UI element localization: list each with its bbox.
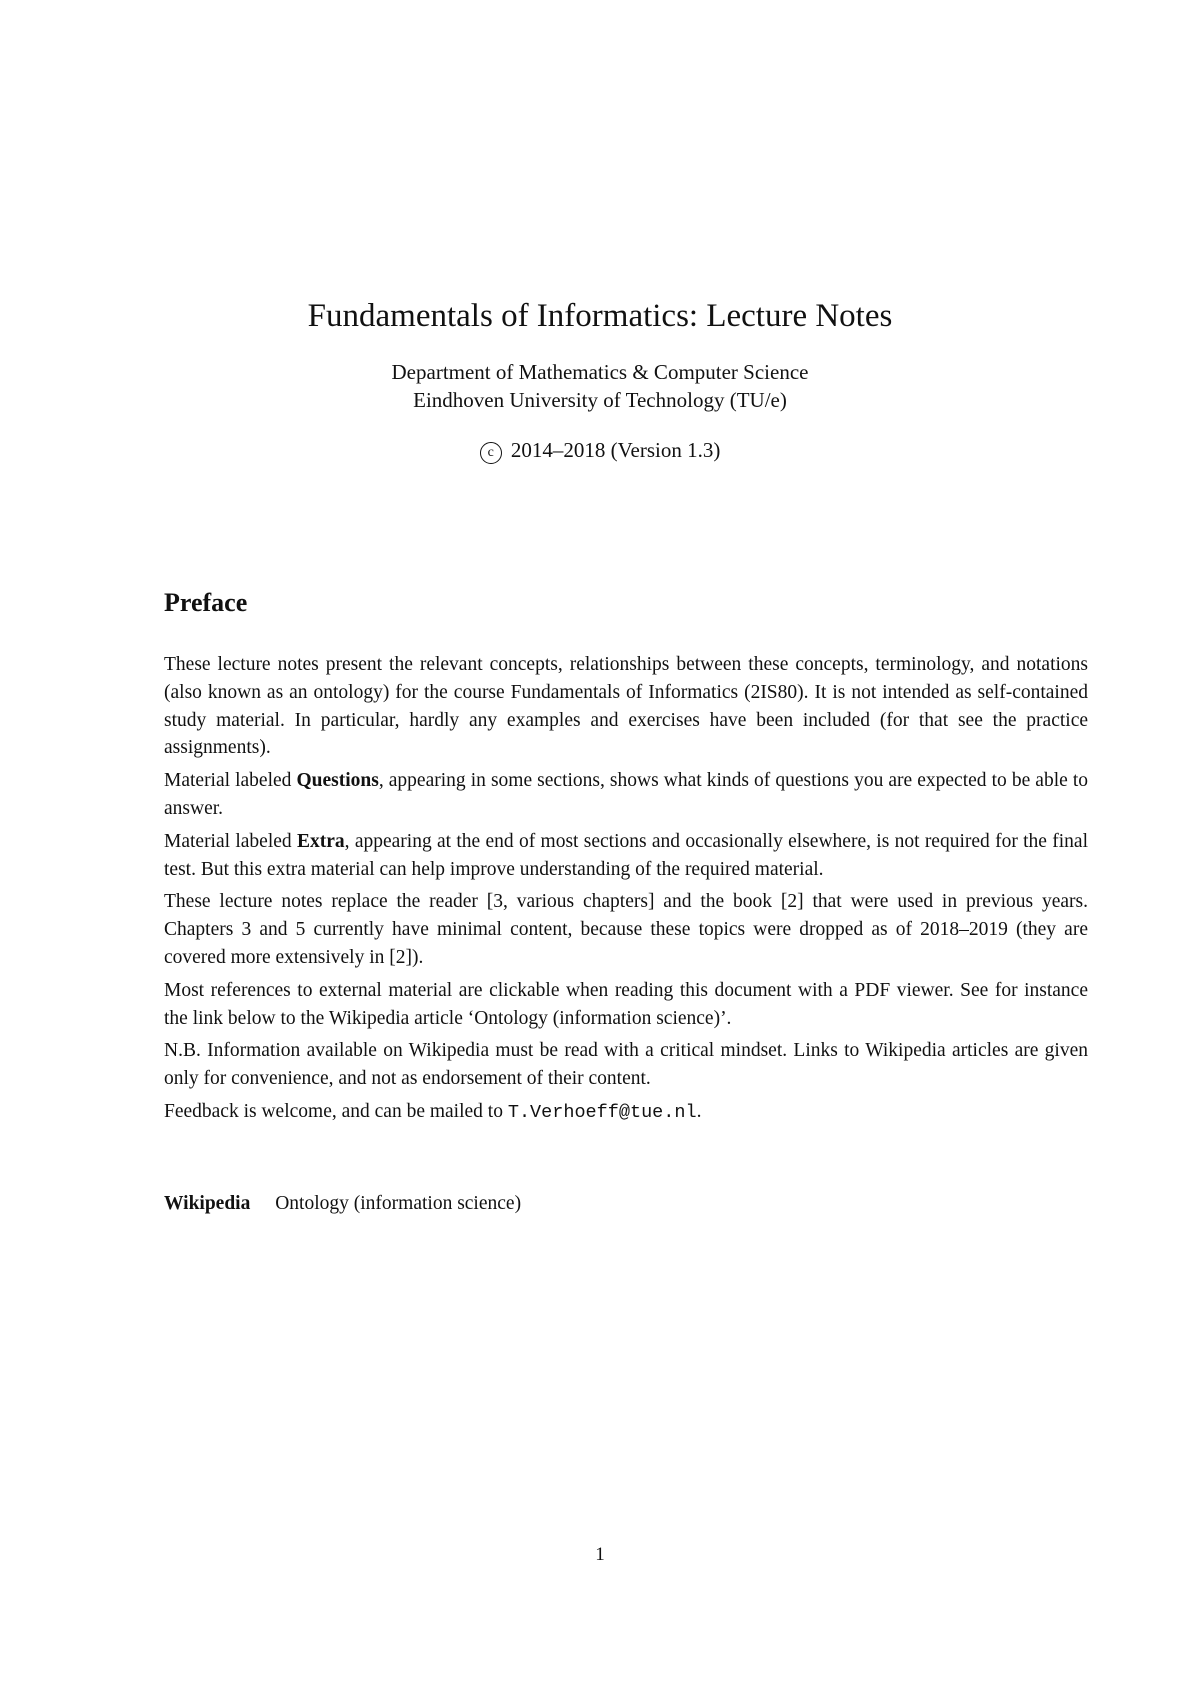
affiliation [0,358,1200,414]
p7-text-before: Feedback is welcome, and can be mailed to [164,1100,508,1122]
department-line: Department of Mathematics & Computer Science [391,360,809,384]
title-block [0,296,1200,464]
preface-paragraph-4: These lecture notes replace the reader [3, various chapters] and the book [2] that were used in previous years. Chapters 3 and 5 currently have minimal content, because these topics were dropped as of 2018–2019 (they are covered more extensively in [2]). [164,891,1088,968]
extra-label: Extra [296,830,345,852]
email-link[interactable]: T.Verhoeff@tue.nl [507,1101,697,1123]
p7-text-after: . [696,1100,702,1122]
copyright-line [0,436,1200,464]
p2-text-before: Material labeled [164,770,297,792]
p3-text-after: , appearing at the end of most sections and occasionally elsewhere, is not required for the final test. But this extra material can help improve understanding of the required material. [164,830,1089,880]
university-line: Eindhoven University of Technology (TU/e) [413,388,787,412]
preface-paragraph-6: N.B. Information available on Wikipedia must be read with a critical mindset. Links to Wikipedia articles are given only for convenience, and not as endorsement of their content. [164,1040,1088,1090]
wikipedia-reference [164,1190,521,1218]
preface-paragraph-5: Most references to external material are clickable when reading this document with a PDF viewer. See for instance the link below to the Wikipedia article ‘Ontology (information science)’. [164,979,1088,1029]
preface-paragraph-1: These lecture notes present the relevant concepts, relationships between these concepts, terminology, and notations (also known as an ontology) for the course Fundamentals of Informatics (2IS80). It is not intended as self-contained study material. In particular, hardly any examples and exercises have been included (for that see the practice assignments). [164,654,1088,759]
wikipedia-label: Wikipedia [164,1193,251,1214]
preface-paragraph-3 [164,828,1088,884]
preface-paragraph-7 [164,1098,1088,1127]
copyright-icon: c [480,442,502,464]
questions-label: Questions [296,770,379,792]
preface-heading: Preface [164,588,248,617]
p2-text-after: , appearing in some sections, shows what kinds of questions you are expected to be able to answer. [164,770,1089,819]
p3-text-before: Material labeled [164,830,297,852]
preface-paragraph-2 [164,767,1088,823]
page-number: 1 [595,1544,605,1565]
copyright-text: 2014–2018 (Version 1.3) [510,438,721,462]
preface-body [164,651,1088,1132]
document-title: Fundamentals of Informatics: Lecture Notes [307,298,893,334]
wikipedia-link[interactable]: Ontology (information science) [275,1193,522,1214]
